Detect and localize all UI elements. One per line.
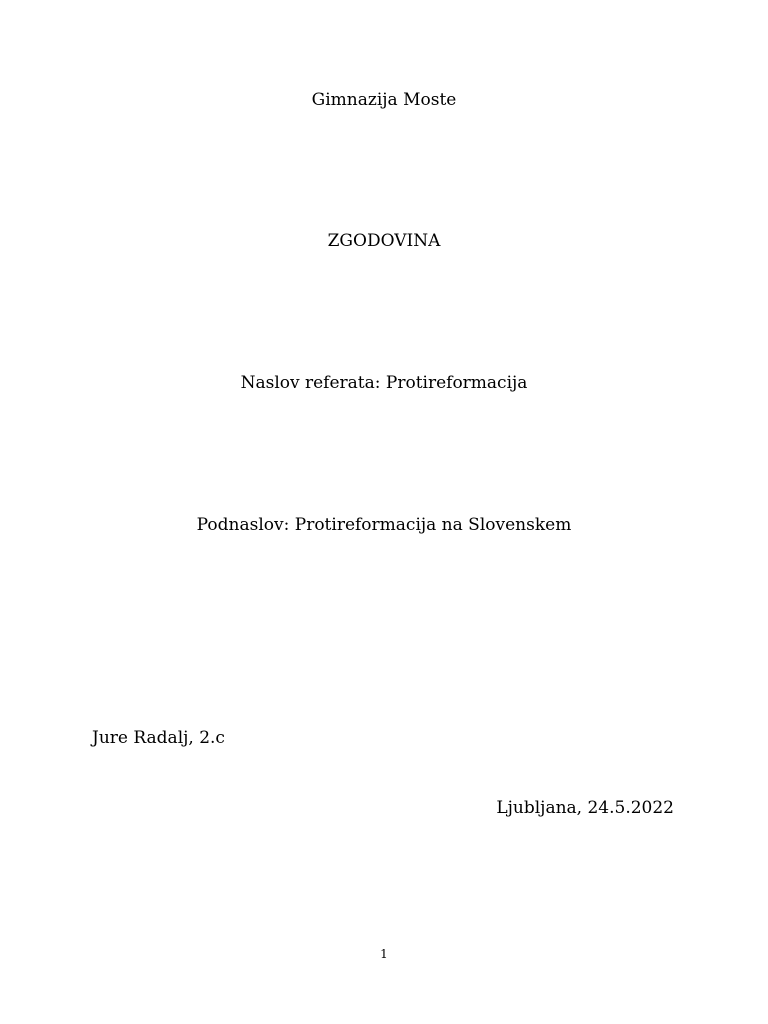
report-title: Naslov referata: Protireformacija — [240, 373, 528, 393]
place-and-date: Ljubljana, 24.5.2022 — [496, 798, 674, 818]
author-class: Jure Radalj, 2.c — [92, 728, 225, 748]
report-subtitle: Podnaslov: Protireformacija na Slovenskem — [196, 515, 572, 535]
school-name: Gimnazija Moste — [311, 90, 457, 110]
page-number: 1 — [380, 947, 388, 961]
subject-heading: ZGODOVINA — [327, 231, 441, 251]
